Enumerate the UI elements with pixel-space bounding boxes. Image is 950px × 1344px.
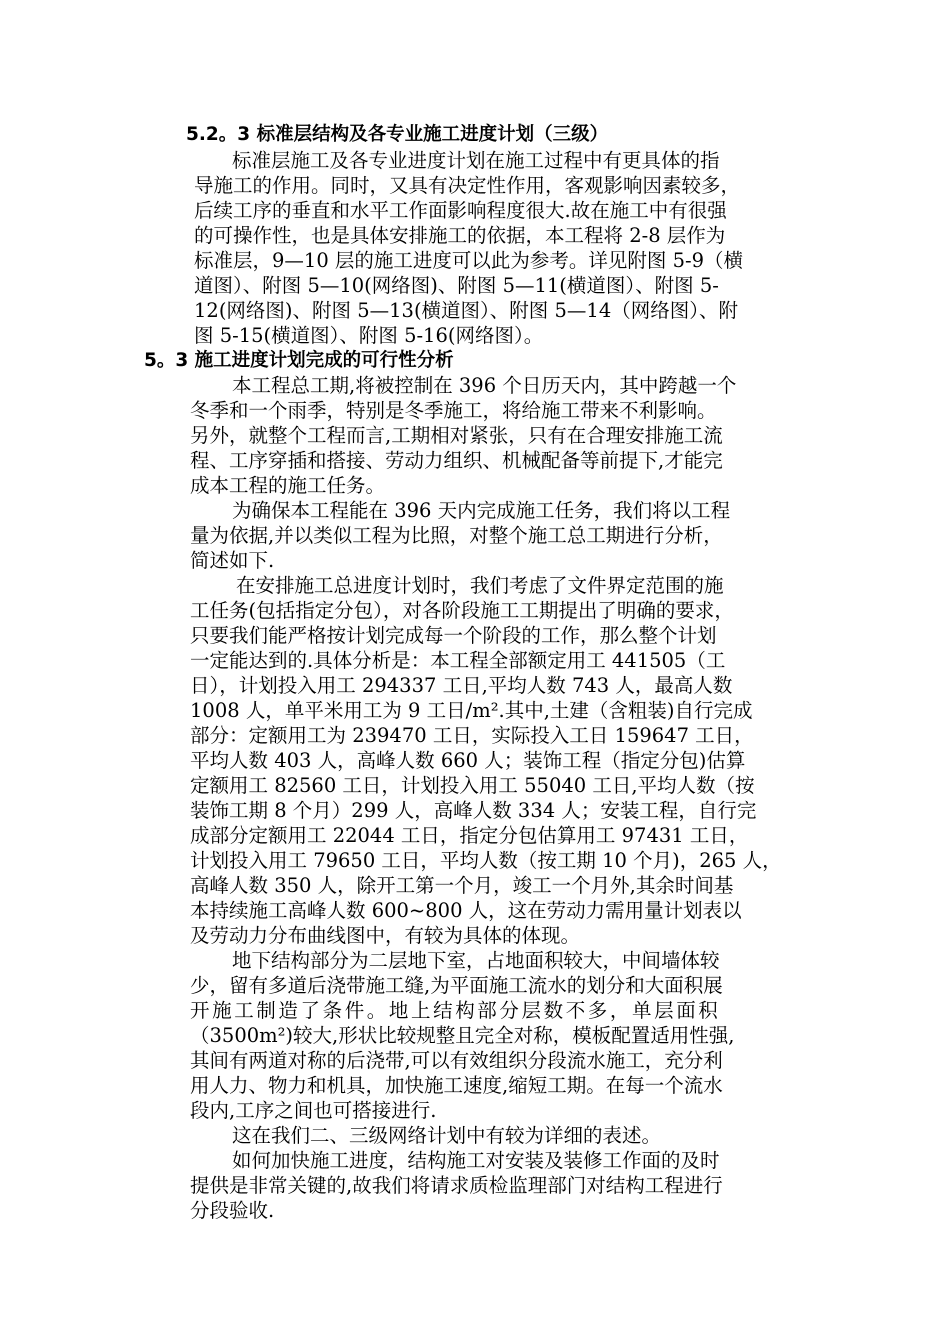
paragraph-line: 分段验收. [190,1199,275,1222]
paragraph-line: 段内,工序之间也可搭接进行. [190,1099,437,1122]
paragraph-line: 其间有两道对称的后浇带,可以有效组织分段流水施工，充分利 [190,1049,723,1072]
paragraph-line: 后续工序的垂直和水平工作面影响程度很大.故在施工中有很强 [194,199,727,222]
paragraph-line: 12(网络图)、附图 5—13(横道图）、附图 5—14（网络图）、附 [194,299,738,322]
paragraph-line: 一定能达到的.具体分析是：本工程全部额定用工 441505（工 [190,649,726,672]
paragraph-line: 定额用工 82560 工日，计划投入用工 55040 工日,平均人数（按 [190,774,755,797]
paragraph-line: 工任务(包括指定分包），对各阶段施工工期提出了明确的要求， [190,599,734,622]
paragraph-line: 如何加快施工进度，结构施工对安装及装修工作面的及时 [232,1149,720,1172]
paragraph-line: 装饰工期 8 个月）299 人，高峰人数 334 人；安装工程，自行完 [190,799,757,822]
paragraph-line: 这在我们二、三级网络计划中有较为详细的表述。 [232,1124,662,1147]
paragraph-line: 另外，就整个工程而言,工期相对紧张，只有在合理安排施工流 [190,424,723,447]
paragraph-line: 只要我们能严格按计划完成每一个阶段的工作，那么整个计划 [190,624,717,647]
paragraph-line: 量为依据,并以类似工程为比照，对整个施工总工期进行分析， [190,524,723,547]
paragraph-line: 图 5-15(横道图）、附图 5-16(网络图）。 [194,324,544,347]
paragraph-line: 道图）、附图 5—10(网络图)、附图 5—11(横道图）、附图 5- [194,274,719,297]
paragraph-line: 计划投入用工 79650 工日，平均人数（按工期 10 个月)，265 人， [190,849,782,872]
section-heading-5-3: 5。3 施工进度计划完成的可行性分析 [144,350,454,371]
section-heading-5-2-3: 5.2。3 标准层结构及各专业施工进度计划（三级） [186,124,609,145]
paragraph-line: 程、工序穿插和搭接、劳动力组织、机械配备等前提下,才能完 [190,449,723,472]
paragraph-line: 日），计划投入用工 294337 工日,平均人数 743 人，最高人数 [190,674,733,697]
paragraph-line: 标准层，9—10 层的施工进度可以此为参考。详见附图 5-9（横 [194,249,744,272]
paragraph-line: 简述如下. [190,549,275,572]
paragraph-line: 标准层施工及各专业进度计划在施工过程中有更具体的指 [232,149,720,172]
paragraph-line: 平均人数 403 人，高峰人数 660 人；装饰工程（指定分包)估算 [190,749,746,772]
paragraph-line: 及劳动力分布曲线图中，有较为具体的体现。 [190,924,581,947]
paragraph-line: （3500m²)较大,形状比较规整且完全对称，模板配置适用性强, [190,1024,735,1047]
paragraph-line: 部分：定额用工为 239470 工日，实际投入工日 159647 工日， [190,724,754,747]
paragraph-line: 提供是非常关键的,故我们将请求质检监理部门对结构工程进行 [190,1174,723,1197]
paragraph-line: 成本工程的施工任务。 [190,474,386,497]
paragraph-line: 导施工的作用。同时，又具有决定性作用，客观影响因素较多， [194,174,741,197]
paragraph-line: 在安排施工总进度计划时，我们考虑了文件界定范围的施 [236,574,724,597]
paragraph-line: 成部分定额用工 22044 工日，指定分包估算用工 97431 工日， [190,824,749,847]
paragraph-line: 冬季和一个雨季，特别是冬季施工，将给施工带来不利影响。 [190,399,717,422]
paragraph-line: 地下结构部分为二层地下室，占地面积较大，中间墙体较 [232,949,720,972]
paragraph-line: 为确保本工程能在 396 天内完成施工任务，我们将以工程 [232,499,731,522]
paragraph-line: 少，留有多道后浇带施工缝,为平面施工流水的划分和大面积展 [190,974,723,997]
paragraph-line: 本持续施工高峰人数 600~800 人，这在劳动力需用量计划表以 [190,899,742,922]
paragraph-line: 1008 人，单平米用工为 9 工日/m².其中,土建（含粗装)自行完成 [190,699,753,722]
paragraph-line: 的可操作性，也是具体安排施工的依据，本工程将 2-8 层作为 [194,224,726,247]
paragraph-line: 高峰人数 350 人，除开工第一个月，竣工一个月外,其余时间基 [190,874,734,897]
paragraph-line: 用人力、物力和机具，加快施工速度,缩短工期。在每一个流水 [190,1074,723,1097]
paragraph-line: 开施工制造了条件。地上结构部分层数不多，单层面积 [190,999,721,1022]
paragraph-line: 本工程总工期,将被控制在 396 个日历天内，其中跨越一个 [232,374,737,397]
